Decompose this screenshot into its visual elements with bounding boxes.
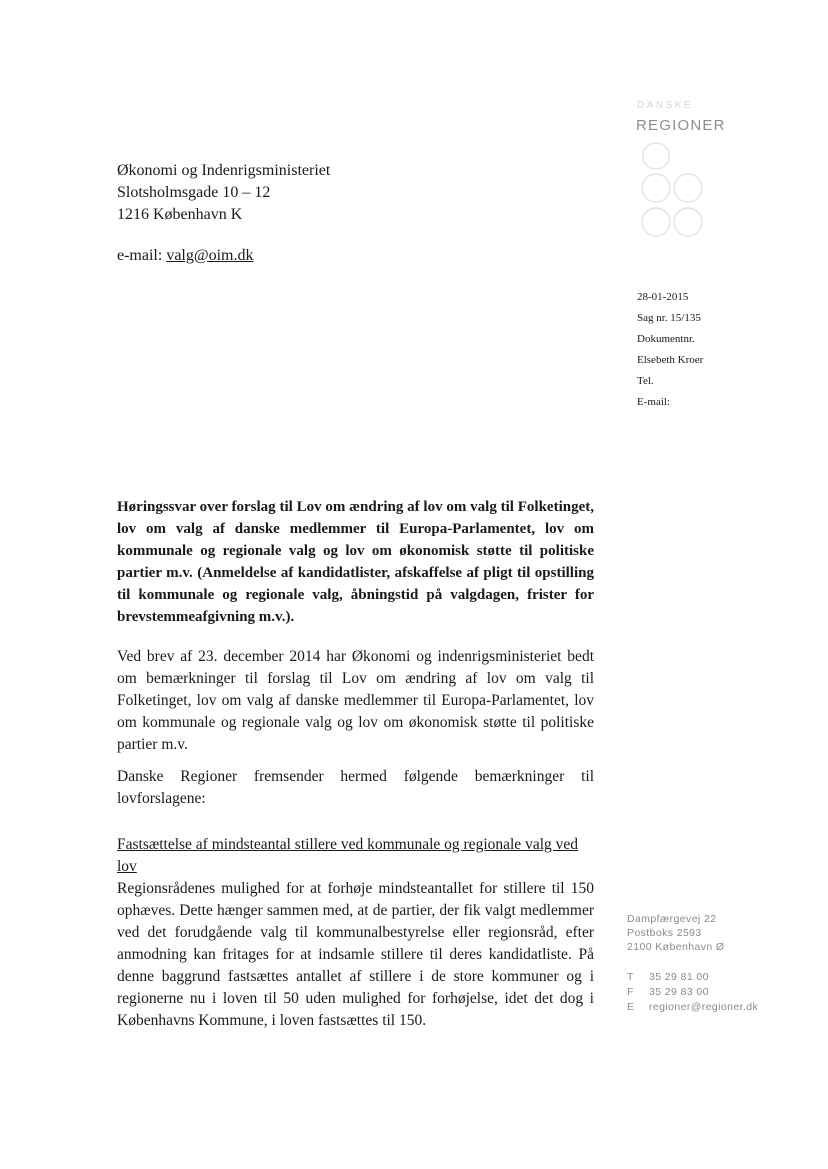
contact-email-label: E-mail: [637, 396, 670, 408]
letter-date: 28-01-2015 [637, 291, 689, 303]
case-number: Sag nr. 15/135 [637, 312, 701, 324]
sender-fax-label: F [627, 986, 634, 998]
danske-regioner-circles-icon [634, 140, 712, 244]
recipient-email-line [117, 247, 253, 265]
sender-pobox: Postboks 2593 [627, 927, 702, 939]
sender-city: 2100 København Ø [627, 941, 725, 953]
paragraph-intro: Ved brev af 23. december 2014 har Økonomi og indenrigsministeriet bedt om bemærkninger til forslag til Lov om ændring af lov om valg til Folketinget, lov om valg af danske medlemmer til Europa-Parlamentet, lov om kommunale og regionale valg og lov om økonomisk støtte til politiske partier m.v. [117, 648, 594, 753]
sender-phone: 35 29 81 00 [649, 971, 709, 983]
sender-phone-label: T [627, 971, 634, 983]
sender-fax-row [627, 985, 709, 999]
recipient-email-label: e-mail: [117, 247, 167, 264]
contact-phone-label: Tel. [637, 375, 654, 387]
recipient-email-link[interactable]: valg@oim.dk [166, 247, 254, 264]
sender-email[interactable]: regioner@regioner.dk [649, 1001, 759, 1013]
paragraph-section-body: Regionsrådenes mulighed for at forhøje mindsteantallet for stillere til 150 ophæves. Dette hænger sammen med, at de partier, der fik valgt medlemmer ved det forudgående valg til kommunalbestyrelse eller regionsråd, efter anmodning kan fritages for at indsamle stillere til deres kandidatliste. På denne baggrund fastsættes antallet af stillere i de store kommuner og i regionerne nu i loven til 50 uden mulighed for forhøjelse, idet det dog i Københavns Kommune, i loven fastsættes til 150. [117, 880, 594, 1029]
document-number: Dokumentnr. [637, 333, 695, 345]
letter-subject: Høringssvar over forslag til Lov om ændring af lov om valg til Folketinget, lov om valg af danske medlemmer til Europa-Parlamentet, lov om kommunale og regionale valg og lov om økonomisk støtte til politiske partier m.v. (Anmeldelse af kandidatlister, afskaffelse af pligt til opstilling til kommunale og regionale valg, åbningstid på valgdagen, frister for brevstemmeafgivning m.v.). [117, 499, 594, 625]
sender-street: Dampfærgevej 22 [627, 913, 717, 925]
section-heading: Fastsættelse af mindsteantal stillere ved kommunale og regionale valg ved lov [117, 836, 579, 875]
sender-phone-row [627, 970, 709, 984]
logo-main-text: REGIONER [636, 117, 726, 134]
sender-email-label: E [627, 1001, 635, 1013]
sender-fax: 35 29 83 00 [649, 986, 709, 998]
recipient-name: Økonomi og Indenrigsministeriet [117, 162, 331, 179]
logo-top-text: DANSKE [637, 100, 694, 111]
paragraph-remarks: Danske Regioner fremsender hermed følgende bemærkninger til lovforslagene: [117, 768, 594, 807]
recipient-city: 1216 København K [117, 206, 243, 223]
contact-name: Elsebeth Kroer [637, 354, 704, 366]
recipient-street: Slotsholmsgade 10 – 12 [117, 184, 271, 201]
sender-email-row [627, 1000, 758, 1014]
